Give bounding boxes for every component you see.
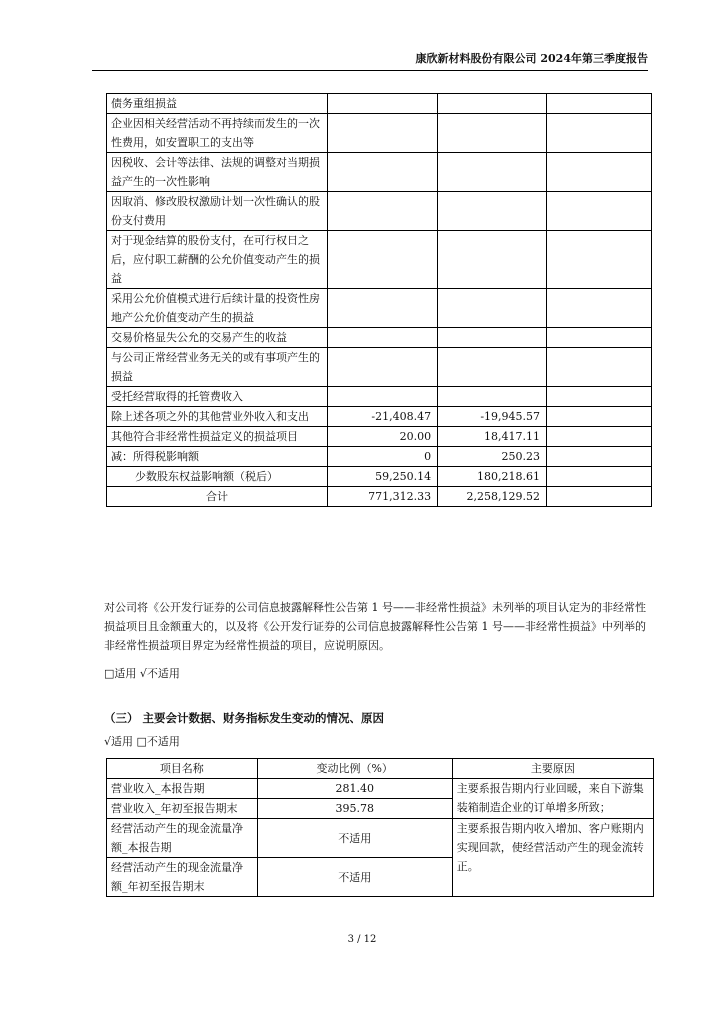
table-row xyxy=(107,328,652,348)
row-label: 对于现金结算的股份支付，在可行权日之后，应付职工薪酬的公允价值变动产生的损益 xyxy=(107,231,328,289)
note-cell xyxy=(547,114,652,153)
note-cell xyxy=(547,94,652,114)
table-row xyxy=(107,114,652,153)
note-cell xyxy=(547,231,652,289)
change-ratio: 不适用 xyxy=(257,858,452,897)
ytd-value xyxy=(438,114,547,153)
note-cell xyxy=(547,192,652,231)
note-cell xyxy=(547,407,652,427)
ytd-value xyxy=(438,289,547,328)
note-cell xyxy=(547,348,652,387)
row-label: 受托经营取得的托管费收入 xyxy=(107,387,328,407)
table-row xyxy=(107,192,652,231)
ytd-value: 18,417.11 xyxy=(438,427,547,447)
main-reason: 主要系报告期内收入增加、客户账期内实现回款，使经营活动产生的现金流转正。 xyxy=(452,819,653,897)
table-row xyxy=(107,387,652,407)
current-period-value: -21,408.47 xyxy=(328,407,438,427)
item-name: 营业收入_年初至报告期末 xyxy=(107,799,258,819)
current-period-value xyxy=(328,94,438,114)
current-period-value xyxy=(328,348,438,387)
main-reason: 主要系报告期内行业回暖，来自下游集装箱制造企业的订单增多所致； xyxy=(452,779,653,819)
table-row xyxy=(107,289,652,328)
ytd-value xyxy=(438,153,547,192)
row-label: 减：所得税影响额 xyxy=(107,447,328,467)
note-cell xyxy=(547,328,652,348)
header-main-reason: 主要原因 xyxy=(452,759,653,779)
table-row xyxy=(107,407,652,427)
row-label: 因税收、会计等法律、法规的调整对当期损益产生的一次性影响 xyxy=(107,153,328,192)
note-cell xyxy=(547,467,652,487)
item-name: 经营活动产生的现金流量净额_本报告期 xyxy=(107,819,258,858)
table-row xyxy=(107,487,652,507)
applicability-choice-2: √适用 □不适用 xyxy=(104,735,180,748)
change-ratio: 不适用 xyxy=(257,819,452,858)
current-period-value xyxy=(328,289,438,328)
header-change-ratio: 变动比例（%） xyxy=(257,759,452,779)
section-title: （三） 主要会计数据、财务指标发生变动的情况、原因 xyxy=(104,711,385,725)
row-label: 与公司正常经营业务无关的或有事项产生的损益 xyxy=(107,348,328,387)
non-recurring-gains-table xyxy=(106,93,652,507)
current-period-value xyxy=(328,192,438,231)
current-period-value xyxy=(328,231,438,289)
row-label: 其他符合非经常性损益定义的损益项目 xyxy=(107,427,328,447)
current-period-value: 59,250.14 xyxy=(328,467,438,487)
ytd-value: 180,218.61 xyxy=(438,467,547,487)
row-label: 除上述各项之外的其他营业外收入和支出 xyxy=(107,407,328,427)
row-label: 因取消、修改股权激励计划一次性确认的股份支付费用 xyxy=(107,192,328,231)
note-cell xyxy=(547,387,652,407)
table-row xyxy=(107,94,652,114)
note-cell xyxy=(547,447,652,467)
row-label: 企业因相关经营活动不再持续而发生的一次性费用，如安置职工的支出等 xyxy=(107,114,328,153)
change-ratio: 395.78 xyxy=(257,799,452,819)
ytd-value: -19,945.57 xyxy=(438,407,547,427)
page-number: 3 / 12 xyxy=(347,934,377,945)
current-period-value: 0 xyxy=(328,447,438,467)
row-label: 少数股东权益影响额（税后） xyxy=(107,467,328,487)
table-row xyxy=(107,231,652,289)
ytd-value xyxy=(438,348,547,387)
item-name: 经营活动产生的现金流量净额_年初至报告期末 xyxy=(107,858,258,897)
row-label: 债务重组损益 xyxy=(107,94,328,114)
ytd-value: 2,258,129.52 xyxy=(438,487,547,507)
row-label: 采用公允价值模式进行后续计量的投资性房地产公允价值变动产生的损益 xyxy=(107,289,328,328)
report-header: 康欣新材料股份有限公司 2024年第三季度报告 xyxy=(92,50,648,71)
current-period-value: 771,312.33 xyxy=(328,487,438,507)
table-row xyxy=(107,153,652,192)
applicability-choice-1: □适用 √不适用 xyxy=(104,667,180,680)
table-row xyxy=(107,348,652,387)
row-label: 交易价格显失公允的交易产生的收益 xyxy=(107,328,328,348)
ytd-value xyxy=(438,192,547,231)
current-period-value xyxy=(328,387,438,407)
ytd-value xyxy=(438,387,547,407)
ytd-value xyxy=(438,231,547,289)
current-period-value xyxy=(328,153,438,192)
note-cell xyxy=(547,153,652,192)
ytd-value xyxy=(438,94,547,114)
ytd-value xyxy=(438,328,547,348)
table-row xyxy=(107,427,652,447)
current-period-value: 20.00 xyxy=(328,427,438,447)
current-period-value xyxy=(328,114,438,153)
table-row xyxy=(107,447,652,467)
note-cell xyxy=(547,427,652,447)
table-row xyxy=(107,467,652,487)
explanation-note: 对公司将《公开发行证券的公司信息披露解释性公告第 1 号——非经常性损益》未列举的项目认定为的非经常性损益项目且金额重大的，以及将《公开发行证券的公司信息披露解释性公告第 1 号——非经常性损益》中列举的非经常性损益项目界定为经常性损益的项目，应说明原因。 xyxy=(104,601,646,652)
item-name: 营业收入_本报告期 xyxy=(107,779,258,799)
change-ratio: 281.40 xyxy=(257,779,452,799)
note-cell xyxy=(547,289,652,328)
header-item-name: 项目名称 xyxy=(107,759,258,779)
change-reasons-table xyxy=(106,758,654,897)
row-label: 合计 xyxy=(107,487,328,507)
current-period-value xyxy=(328,328,438,348)
note-cell xyxy=(547,487,652,507)
ytd-value: 250.23 xyxy=(438,447,547,467)
